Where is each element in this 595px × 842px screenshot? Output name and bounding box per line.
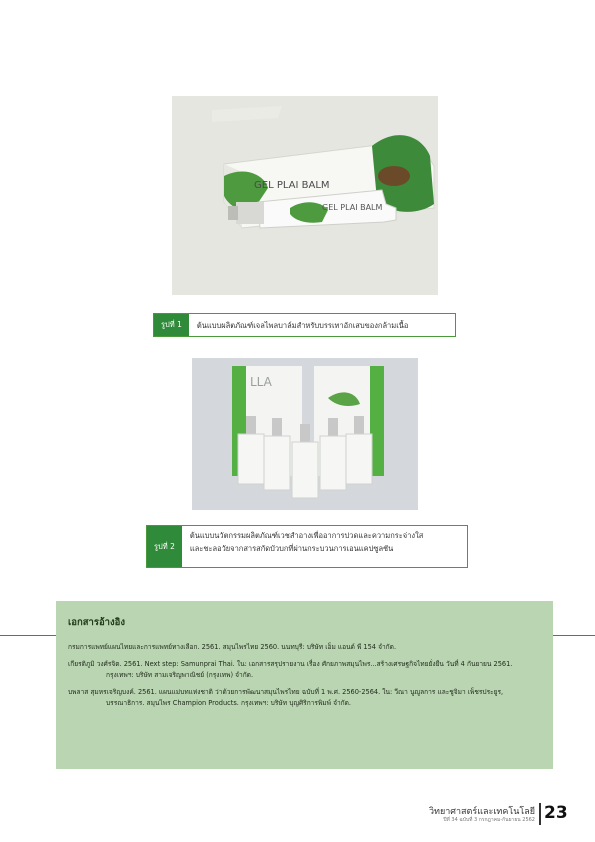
figure-2-caption	[146, 525, 468, 568]
references-title: เอกสารอ้างอิง	[68, 617, 125, 628]
box-label-left: LLA	[250, 375, 272, 389]
figure-2-caption-line-2: และชะลอวัยจากสารสกัดบัวบกที่ผ่านกระบวนการเอนแคปซูลชัน	[189, 544, 394, 553]
serum-bottles-illustration	[192, 358, 418, 510]
left-rule	[0, 635, 56, 636]
box-label: GEL PLAI BALM	[254, 180, 330, 191]
figure-2-caption-text	[182, 526, 431, 567]
journal-issue: ปีที่ 34 ฉบับที่ 3 กรกฎาคม-กันยายน 2562	[443, 817, 535, 823]
reference-item-3: บพลาส สุมหรเจริญบงค์. 2561. แผนแม่บทแห่งชาติ ว่าด้วยการพัฒนาสมุนไพรไทย ฉบับที่ 1 พ.ศ. 2560-2564. ใน: วีณา นูญูลการ และชูจิมา เพ็ชรประยูร, บรรณาธิการ. สมุนไพร Champion Products. กรุงเทพฯ: บริษัท บุญศิริการพิมพ์ จำกัด.	[68, 687, 504, 707]
reference-item-1: กรมการแพทย์แผนไทยและการแพทย์ทางเลือก. 2561. สมุนไพรไทย 2560. นนทบุรี: บริษัท เอ็ม แอนด์ พี 154 จำกัด.	[68, 643, 397, 651]
figure-1-caption-text: ต้นแบบผลิตภัณฑ์เจลไพลบาล์มสำหรับบรรเทาอักเสบของกล้ามเนื้อ	[196, 320, 409, 330]
tube-label: GEL PLAI BALM	[322, 203, 383, 212]
figure-1-caption	[153, 313, 456, 337]
figure-1-photo	[172, 96, 438, 295]
figure-2-caption-line-1: ต้นแบบนวัตกรรมผลิตภัณฑ์เวชสำอางเพื่ออาการปวดและความกระจ่างใส	[189, 531, 424, 540]
figure-2-photo	[192, 358, 418, 510]
footer-divider	[539, 803, 541, 825]
page-number: 23	[544, 803, 568, 823]
journal-title: วิทยาศาสตร์และเทคโนโลยี	[428, 807, 535, 817]
right-rule	[553, 635, 595, 636]
references-box	[56, 601, 553, 769]
figure-1-tag: รูปที่ 1	[154, 314, 189, 336]
figure-2-tag: รูปที่ 2	[147, 526, 182, 567]
reference-item-2: เกียรติภูมิ วงศ์รจิต. 2561. Next step: Samunprai Thai. ใน: เอกสารสรุปรายงาน เรื่อง ศักยภาพสมุนไพร...สร้างเศรษฐกิจไทยยั่งยืน วันที่ 4 กันยายน 2561. กรุงเทพฯ: บริษัท สามเจริญพาณิชย์ (กรุงเทพ) จำกัด.	[68, 659, 513, 679]
gel-tube-illustration	[172, 96, 438, 295]
